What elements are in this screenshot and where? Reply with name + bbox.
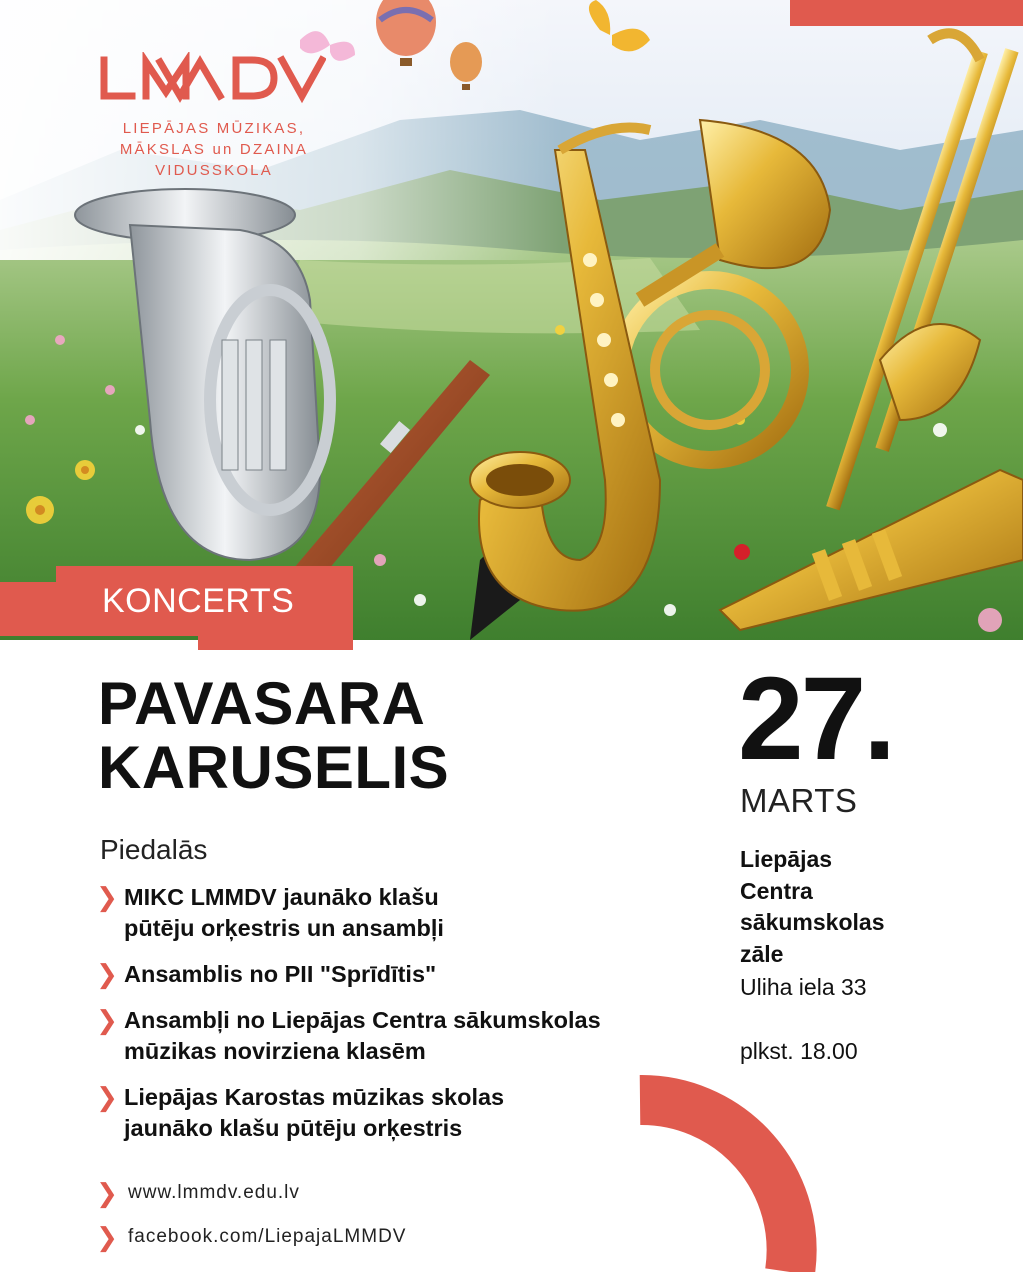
venue-line: Centra xyxy=(740,877,813,904)
top-accent-bar xyxy=(790,0,1023,26)
school-name-line3: VIDUSSKOLA xyxy=(155,162,273,179)
venue-address: Uliha iela 33 xyxy=(740,974,867,1000)
participant-text xyxy=(124,959,436,990)
school-logo xyxy=(96,52,326,117)
participant-line: Liepājas Karostas mūzikas skolas xyxy=(124,1084,505,1110)
participant-line: MIKC LMMDV jaunāko klašu xyxy=(124,884,439,910)
participant-line: mūzikas novirziena klasēm xyxy=(124,1038,426,1064)
participant-line: Ansambļi no Liepājas Centra sākumskolas xyxy=(124,1007,601,1033)
list-item xyxy=(96,959,696,990)
decorative-arc xyxy=(600,1060,820,1272)
school-name xyxy=(104,118,324,181)
website-link[interactable] xyxy=(96,1178,406,1208)
facebook-link-text[interactable]: facebook.com/LiepajaLMMDV xyxy=(128,1226,407,1247)
chevron-right-icon: ❯ xyxy=(96,882,118,912)
badge-stripe xyxy=(198,636,353,650)
venue-line: Liepājas xyxy=(740,846,833,872)
event-day: 27. xyxy=(738,653,894,785)
chevron-right-icon: ❯ xyxy=(96,1178,118,1208)
chevron-right-icon: ❯ xyxy=(96,1082,118,1112)
facebook-link[interactable] xyxy=(96,1222,406,1252)
event-title-line2: KARUSELIS xyxy=(98,734,450,801)
list-item xyxy=(96,882,696,944)
event-title xyxy=(98,672,449,800)
school-name-line2: MĀKSLAS un DZAINA xyxy=(119,141,309,158)
venue-line: sākumskolas xyxy=(740,909,885,935)
event-month: MARTS xyxy=(740,782,858,819)
chevron-right-icon: ❯ xyxy=(96,959,118,989)
event-time: plkst. 18.00 xyxy=(740,1038,858,1064)
school-name-line1: LIEPĀJAS MŪZIKAS, xyxy=(122,120,306,137)
chevron-right-icon: ❯ xyxy=(96,1005,118,1035)
contact-links xyxy=(96,1178,406,1266)
participant-text xyxy=(124,882,444,944)
event-title-line1: PAVASARA xyxy=(98,670,426,737)
badge-label: KONCERTS xyxy=(102,581,295,620)
participant-line: Ansamblis no PII "Sprīdītis" xyxy=(124,961,437,987)
participant-text xyxy=(124,1082,504,1144)
participant-text xyxy=(124,1005,601,1067)
participant-line: jaunāko klašu pūtēju orķestris xyxy=(124,1115,463,1141)
venue-name xyxy=(740,844,884,970)
chevron-right-icon: ❯ xyxy=(96,1222,118,1252)
participants-heading: Piedalās xyxy=(100,834,208,865)
koncerts-badge xyxy=(56,566,353,636)
venue-line: zāle xyxy=(740,940,784,967)
website-link-text[interactable]: www.lmmdv.edu.lv xyxy=(128,1182,300,1203)
participant-line: pūtēju orķestris un ansambļi xyxy=(124,915,444,941)
lmmdv-logo-mark xyxy=(96,52,326,112)
list-item xyxy=(96,1005,696,1067)
badge-tail xyxy=(0,582,60,636)
